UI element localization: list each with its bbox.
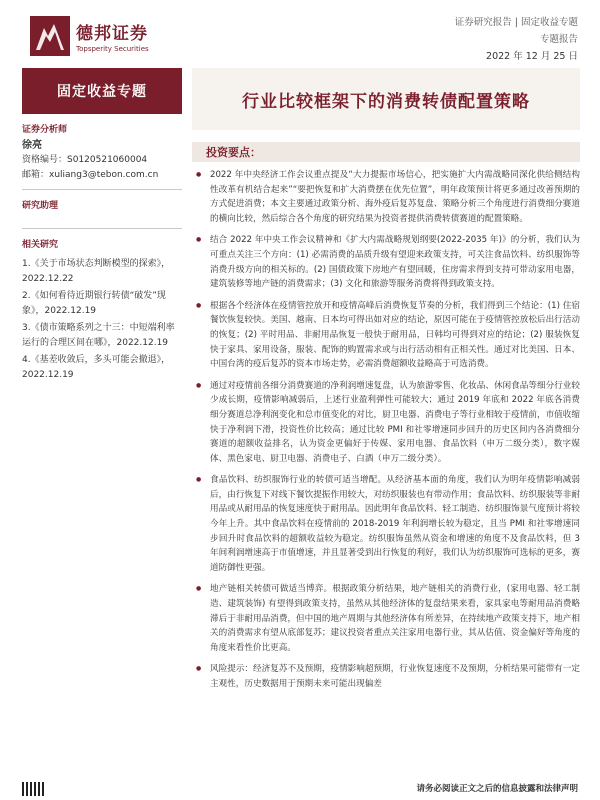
qr-code-icon — [22, 782, 44, 796]
divider — [22, 189, 182, 190]
summary-bullet: ● 2022 年中央经济工作会议重点提及“大力提振市场信心，把实施扩大内需战略同深化供给侧结构性改革有机结合起来”“要把恢复和扩大消费摆在优先位置”，明年政策预计将更多通过改善预期的方式促进消费；本文主要通过政策分析、海外疫后复苏复盘、策略分析三个角度进行消费细分赛道的横向比较，然后综合各个角度的研究结果为投资者提供消费转债赛道的配置策略。 — [192, 168, 580, 226]
summary-bullet: ● 地产链相关转债可做适当博弈。根据政策分析结果，地产链相关的消费行业，(家用电器、轻工制造、建筑装饰) 有望得到政策支持，虽然从其他经济体的复盘结果来看，家具家电等耐用品消费略滞后于非耐用品消费，但中国的地产周期与其他经济体有所差异，在持续地产政策支持下，地产相关的消费需求有望从底部复苏；建议投资者重点关注家用电器行业，其从估值、资金偏好等角度的角度来看性价比更高。 — [192, 582, 580, 655]
page-footer — [22, 778, 578, 800]
report-date: 2022 年 12 月 25 日 — [486, 51, 578, 62]
related-item[interactable]: 1.《关于市场状态判断模型的探索》，2022.12.22 — [22, 259, 171, 284]
main-content — [192, 68, 580, 699]
summary-bullet: ● 根据各个经济体在疫情管控放开和疫情高峰后消费恢复节奏的分析，我们得到三个结论：(1) 住宿餐饮恢复较快。美国、越南、日本均可得出如对应的结论，原因可能在于疫情管控放松后出行活动的恢复；(2) 平时用品、非耐用品恢复一般快于耐用品，日韩均可得到对应的结论；(2) 服装恢复快于家具、家用设备，服装、配饰的购置需求或与出行活动相有正相关性。通过对比美国、日本、中国台湾的疫后复苏的资本市场走势，必需消费超额收益略高于可选消费。 — [192, 299, 580, 372]
related-item[interactable]: 4.《基差收敛后，多头可能会撤退》，2022.12.19 — [22, 355, 171, 380]
related-item[interactable]: 2.《如何看待近期银行转债“破发”现象》，2022.12.19 — [22, 291, 166, 316]
related-research-list — [22, 257, 182, 383]
logo-mark-icon — [30, 16, 70, 56]
category-box: 固定收益专题 — [22, 68, 182, 114]
footer-disclaimer: 请务必阅读正文之后的信息披露和法律声明 — [416, 784, 578, 794]
summary-bullet: ● 结合 2022 年中央工作会议精神和《扩大内需战略规划纲要(2022-2035 年)》的分析，我们认为可重点关注三个方向：(1) 必需消费的品质升级有望迎来政策支持，可关注食品饮料、纺织服饰等消费升级方向的相关标的。(2) 国债政策下房地产有望回暖，住房需求得到支持可带动家用电器，建筑装修等地产链的消费需求；(3) 文化和旅游等服务消费将得到政策支持。 — [192, 233, 580, 291]
related-item[interactable]: 3.《债市策略系列之十三：中短端利率运行的合理区间在哪》，2022.12.19 — [22, 323, 175, 348]
assistant-section-title: 研究助理 — [22, 201, 59, 211]
analyst-section-title: 证券分析师 — [22, 125, 68, 135]
analyst-info — [22, 138, 182, 183]
logo-text-en: Topsperity Securities — [76, 45, 149, 53]
analyst-cert: 资格编号：S0120521060004 — [22, 155, 148, 165]
summary-bullets — [192, 168, 580, 692]
company-logo — [30, 16, 149, 56]
report-title: 行业比较框架下的消费转债配置策略 — [192, 68, 580, 130]
report-subtype: 专题报告 — [539, 34, 578, 45]
analyst-name: 徐亮 — [22, 140, 42, 151]
analyst-email[interactable]: 邮箱：xuliang3@tebon.com.cn — [22, 170, 159, 180]
divider — [22, 228, 182, 229]
related-section-title: 相关研究 — [22, 240, 59, 250]
summary-bullet: ● 食品饮料、纺织服饰行业的转债可适当增配。从经济基本面的角度，我们认为明年疫情影响减弱后，由行恢复下对线下餐饮提振作用较大，对纺织服装也有带动作用；食品饮料、纺织服装等非耐用品或从耐用品的恢复速度快于耐用品。因此明年食品饮料、轻工制造、纺织服饰景气度预计将较今年上升。其中食品饮料在疫情前的 2018-2019 年利润增长较为稳定，且当 PMI 和社零增速同步回升时食品饮料的超额收益较为稳定。纺织服饰虽然从资金和增速的角度不及食品饮料，但 3 年间利润增速高于市值增速，并且显著受到出行恢复的利好，我们认为纺织服饰可选标的更多，赛道防御性更强。 — [192, 473, 580, 575]
report-header — [0, 0, 600, 62]
logo-text-cn: 德邦证券 — [76, 24, 148, 44]
report-meta — [455, 14, 578, 65]
summary-header: 投资要点： — [192, 142, 580, 162]
report-type: 证券研究报告 | 固定收益专题 — [454, 17, 578, 28]
risk-bullet: ● 风险提示：经济复苏不及预期，疫情影响超预期，行业恢复速度不及预期，分析结果可能带有一定主观性，历史数据用于预期未来可能出现偏差 — [192, 662, 580, 691]
summary-bullet: ● 通过对疫情前各细分消费赛道的净利润增速复盘，认为旅游零售、化妆品、休闲食品等细分行业较少成长期，疫情影响减弱后，上述行业盈利弹性可能较大；通过 2019 年底和 2022 年底各消费细分赛道总净利润变化和总市值变化的对比，厨卫电器、消费电子等行业相较于疫情前，市值收缩快于净利润下滑，投资性价比较高；通过比较 PMI 和社零增速同步回升的历史区间内各消费细分赛道的超额收益排名，认为资金更偏好于传媒、家用电器、食品饮料（申万二级分类），数字媒体、黑色家电、厨卫电器、消费电子、白酒（申万二级分类）。 — [192, 379, 580, 467]
sidebar — [22, 68, 182, 800]
